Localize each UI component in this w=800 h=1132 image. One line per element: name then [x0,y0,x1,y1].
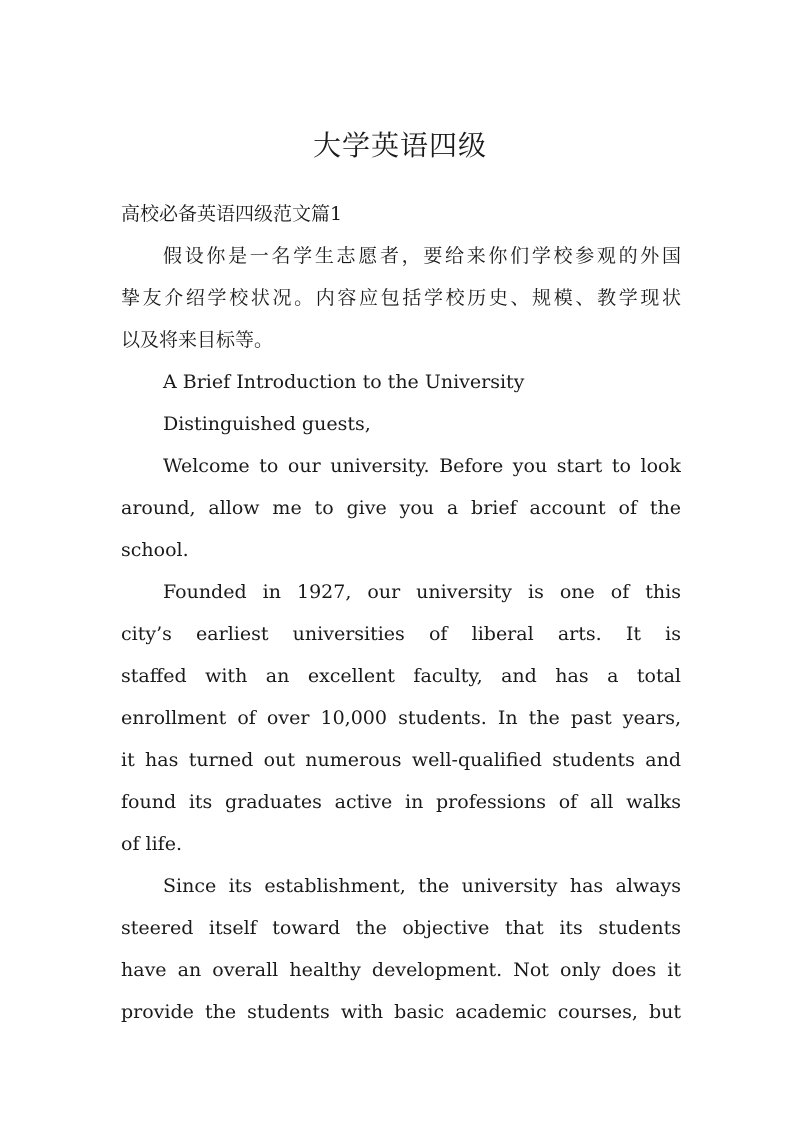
document-title: 大学英语四级 [312,129,487,162]
essay-line: around, allow me to give you a brief account of the [121,497,681,519]
essay-line: Since its establishment, the university has always [163,875,681,897]
essay-line: steered itself toward the objective that its students [121,917,681,939]
essay-line: of life. [121,833,182,855]
document-body [121,193,681,1033]
prompt-line: 假设你是一名学生志愿者，要给来你们学校参观的外国 [163,245,681,267]
essay-line: Welcome to our university. Before you start to look [163,455,681,477]
essay-line: school. [121,539,189,561]
prompt-line: 以及将来目标等。 [121,329,274,351]
essay-title: A Brief Introduction to the University [163,371,525,393]
essay-line: it has turned out numerous well-qualified students and [121,749,681,771]
essay-line: staffed with an excellent faculty, and has a total [121,665,681,687]
essay-greeting: Distinguished guests, [163,413,371,435]
essay-line: provide the students with basic academic courses, but [121,1001,681,1023]
prompt-line: 挚友介绍学校状况。内容应包括学校历史、规模、教学现状 [121,287,681,309]
essay-line: found its graduates active in professions of all walks [121,791,681,813]
essay-line: city’s earliest universities of liberal arts. It is [121,623,681,645]
section-heading: 高校必备英语四级范文篇1 [121,203,343,225]
essay-line: enrollment of over 10,000 students. In the past years, [121,707,681,729]
essay-line: have an overall healthy development. Not only does it [121,959,681,981]
essay-line: Founded in 1927, our university is one of this [163,581,681,603]
